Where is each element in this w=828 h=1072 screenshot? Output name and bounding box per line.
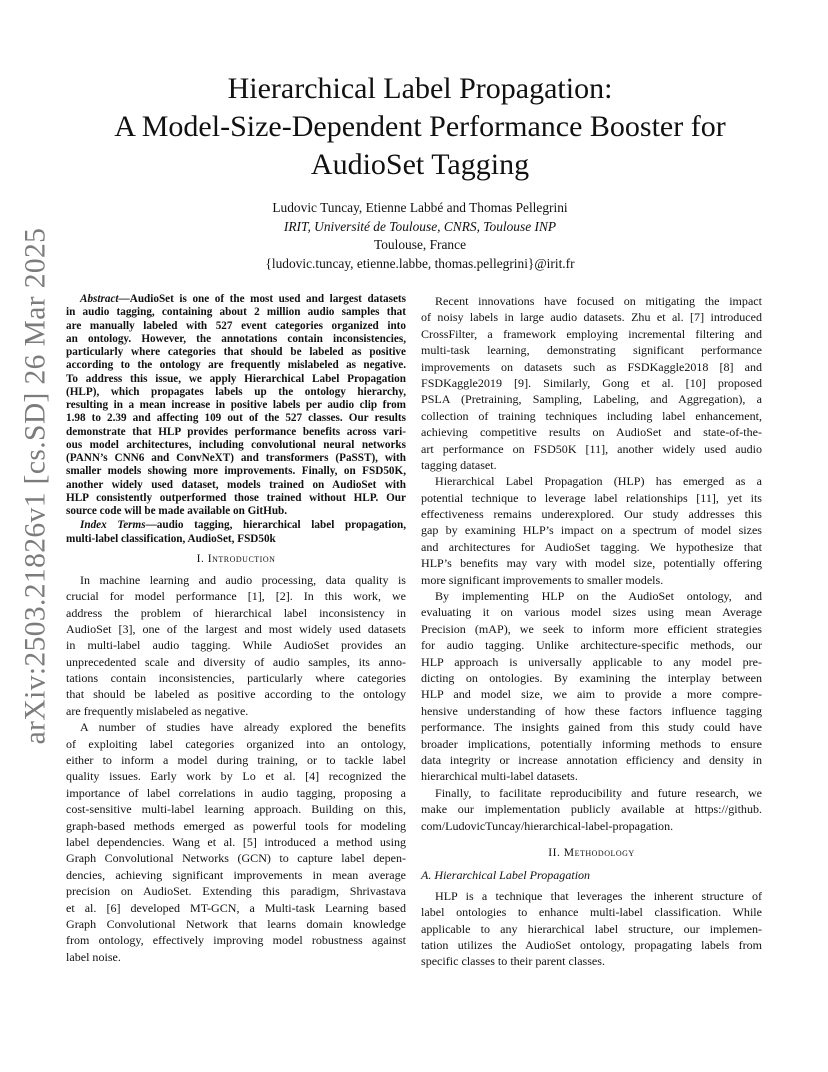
text-line: et al. [6] developed MT-GCN, a Multi-task Learning based [66,900,406,915]
text-line: of noisy labels in large audio datasets. Zhu et al. [7] introduced [421,310,762,325]
text-line: from ontology, effectively improving model robustness against [66,933,406,948]
text-line [66,452,406,465]
text-line: and architectures for AudioSet tagging. We hypothesize that [421,539,762,554]
inline-text: according to the ontology are frequently mislabeled as negative. [66,359,406,372]
paragraph [421,473,762,588]
paper-title [70,70,770,184]
inline-text: HLP consistently outperformed those trained without HLP. Our [66,491,406,504]
text-line: Hierarchical Label Propagation (HLP) has emerged as a [435,474,762,489]
text-line: tagging dataset. [421,457,497,472]
text-line [66,519,406,532]
text-line [66,426,406,439]
text-line [66,373,406,386]
text-line: are frequently mislabeled as negative. [66,703,249,718]
text-line: com/LudovicTuncay/hierarchical-label-propagation. [421,818,674,833]
text-line: make our implementation publicly available at https://github. [421,802,762,817]
inline-text: multi-label classification, AudioSet, FSD50k [66,532,276,545]
text-line: potential technique to leverage label relationships [11], yet its [421,490,762,505]
inline-text: (HLP), which propagates labels up the ontology hierarchy, [66,385,406,398]
text-line: hierarchical multi-label datasets. [421,769,578,784]
inline-text: source code will be made available on GitHub. [66,505,288,517]
text-line: of exploiting label categories organized into an ontology, [66,736,406,751]
paragraph [66,719,406,965]
inline-text: smaller models showing more improvements. Finally, on FSD50K, [66,465,406,478]
inline-text: ous model architectures, including convolutional neural networks [66,438,406,451]
inline-text: —audio tagging, hierarchical label propagation, [145,519,406,532]
text-line [66,386,406,399]
text-line: HLP is a technique that leverages the inherent structure of [435,888,762,903]
text-line: tations contain inconsistencies, particularly where categories [66,671,406,686]
text-line [66,533,406,546]
inline-text: resulting in a mean increase in positive labels per audio clip from [66,399,406,411]
author-affiliation: IRIT, Université de Toulouse, CNRS, Toulouse INP [283,218,557,234]
text-line: tation utilizes the AudioSet ontology, propagating labels from [421,938,762,953]
text-line: improvements on datasets such as FSDKaggle2018 [8] and [421,359,762,374]
left-column [66,293,406,965]
title-line: A Model-Size-Dependent Performance Booster for [114,110,726,143]
text-line: data integrity or increase annotation efficiency and density in [421,752,762,767]
text-line: In machine learning and audio processing, data quality is [80,572,406,587]
text-line: HLP approach is universally applicable to any model pre- [421,654,762,669]
text-line: HLP’s benefits may vary with model size, potentially offering [421,556,762,571]
abstract [66,293,406,518]
text-line [66,465,406,478]
text-line: label noise. [66,949,121,964]
inline-text: 1.98 to 2.39 and affecting 109 out of the 527 classes. Our results [66,412,406,425]
text-line: that should be labeled as positive according to the ontology [66,687,406,702]
text-line [66,439,406,452]
inline-text: To address this issue, we apply Hierarchical Label Propagation [66,372,406,385]
text-line: either to inform a model during training, or to tackle label [66,753,406,768]
text-line: graph-based methods emerged as powerful tools for modeling [66,818,406,833]
text-line [66,412,406,425]
author-names: Ludovic Tuncay, Etienne Labbé and Thomas Pellegrini [272,200,568,215]
right-column [421,293,762,970]
paragraph [421,785,762,834]
inline-text: are manually labeled with 527 event categories organized into [66,319,406,332]
text-line: Precision (mAP), we seek to inform more efficient strategies [421,621,762,636]
text-line: PSLA (Pretraining, Sampling, Labeling, and Aggregation), a [421,392,762,407]
text-line [66,399,406,412]
text-line: Graph Convolutional Network that learns domain knowledge [66,916,406,931]
text-line: CrossFilter, a framework employing incremental filtering and [421,326,762,341]
text-line: collection of training techniques including label enhancement, [421,408,762,423]
text-line [66,320,406,333]
section-heading-introduction: I. Introduction [196,551,276,565]
text-line: A number of studies have already explored the benefits [80,720,406,735]
inline-text: in audio tagging, containing about 2 million audio samples that [66,306,406,319]
inline-text: —AudioSet is one of the most used and largest datasets [118,293,406,305]
author-email: {ludovic.tuncay, etienne.labbe, thomas.pellegrini}@irit.fr [265,255,575,271]
text-line: applicable to any hierarchical label structure, our implemen- [421,921,762,936]
inline-text: particularly where categories that should be labeled as positive [66,346,406,358]
subsection-heading: A. Hierarchical Label Propagation [421,867,591,882]
text-line [66,492,406,505]
text-line: for audio tagging. Unlike architecture-specific methods, our [421,638,762,653]
text-line: specific classes to their parent classes. [421,954,605,969]
text-line: gap by examining HLP’s impact on a spectrum of model sizes [421,523,762,538]
text-line: AudioSet [3], one of the largest and most widely used datasets [66,621,406,636]
text-line [66,359,406,372]
text-line: cost-sensitive multi-label learning approach. Building on this, [66,802,406,817]
text-line: performance. The insights gained from this study could have [421,720,762,735]
author-block [120,199,720,273]
text-line: dencies, achieving significant improvements in mean average [66,867,406,882]
title-line: AudioSet Tagging [310,148,530,181]
text-line: HLP and model size, we aim to provide a more compre- [421,687,762,702]
text-line: Finally, to facilitate reproducibility and future research, we [435,785,762,800]
text-line: crucial for model performance [1], [2]. In this work, we [66,589,406,604]
text-line: evaluating it on various model sizes using mean Average [421,605,762,620]
text-line: label dependencies. Wang et al. [5] introduced a method using [66,835,406,849]
text-line [66,479,406,492]
text-line [66,505,406,518]
text-line: in multi-label audio tagging. While AudioSet provides an [66,638,406,653]
text-line: more significant improvements to smaller models. [421,572,664,587]
text-line: address the problem of hierarchical label inconsistency in [66,605,406,620]
inline-text: (PANN’s CNN6 and ConvNeXT) and transformers (PaSST), with [66,452,406,464]
text-line [66,293,406,306]
title-line: Hierarchical Label Propagation: [227,72,613,105]
paragraph [421,588,762,785]
text-line: Recent innovations have focused on mitigating the impact [435,294,762,308]
text-line: unprecedented scale and diversity of audio samples, its anno- [66,654,406,669]
text-line [66,333,406,346]
text-line: hensive understanding of how these factors influence tagging [421,703,762,718]
text-line: Graph Convolutional Networks (GCN) to capture label depen- [66,851,406,866]
section-heading-methodology: II. Methodology [548,845,635,859]
paragraph [421,888,762,970]
text-line: FSDKaggle2019 [9]. Similarly, Gong et al. [10] proposed [421,375,762,390]
inline-text: another widely used dataset, models trained on AudioSet with [66,478,406,491]
index-terms [66,519,406,546]
author-location: Toulouse, France [373,237,467,252]
text-line [66,306,406,319]
inline-label: Abstract [80,293,119,305]
text-line: achieving competitive results on AudioSet and state-of-the- [421,425,762,440]
text-line: importance of label correlations in audio tagging, proposing a [66,785,406,800]
paragraph [66,572,406,720]
paragraph [421,293,762,473]
text-line: effectiveness remains underexplored. Our study addresses this [421,507,762,522]
text-line: label ontologies to enhance multi-label classification. While [421,905,762,920]
text-line [66,346,406,359]
text-line: broader implications, potentially informing methods to ensure [421,736,762,751]
inline-text: demonstrate that HLP provides performance benefits across vari- [66,425,406,438]
text-line: dicting on ontologies. By examining the interplay between [421,670,762,685]
inline-text: an ontology. However, the annotations contain inconsistencies, [66,332,406,345]
text-line: multi-task learning, demonstrating significant performance [421,343,762,358]
text-line: precision on AudioSet. Extending this paradigm, Shrivastava [66,884,406,899]
arxiv-identifier-stamp: arXiv:2503.21826v1 [cs.SD] 26 Mar 2025 [19,227,52,745]
text-line: quality issues. Early work by Lo et al. [4] recognized the [66,769,406,784]
text-line: art performance on FSD50K [11], another widely used audio [421,441,762,456]
inline-label: Index Terms [80,519,146,532]
text-line: By implementing HLP on the AudioSet ontology, and [435,589,762,604]
